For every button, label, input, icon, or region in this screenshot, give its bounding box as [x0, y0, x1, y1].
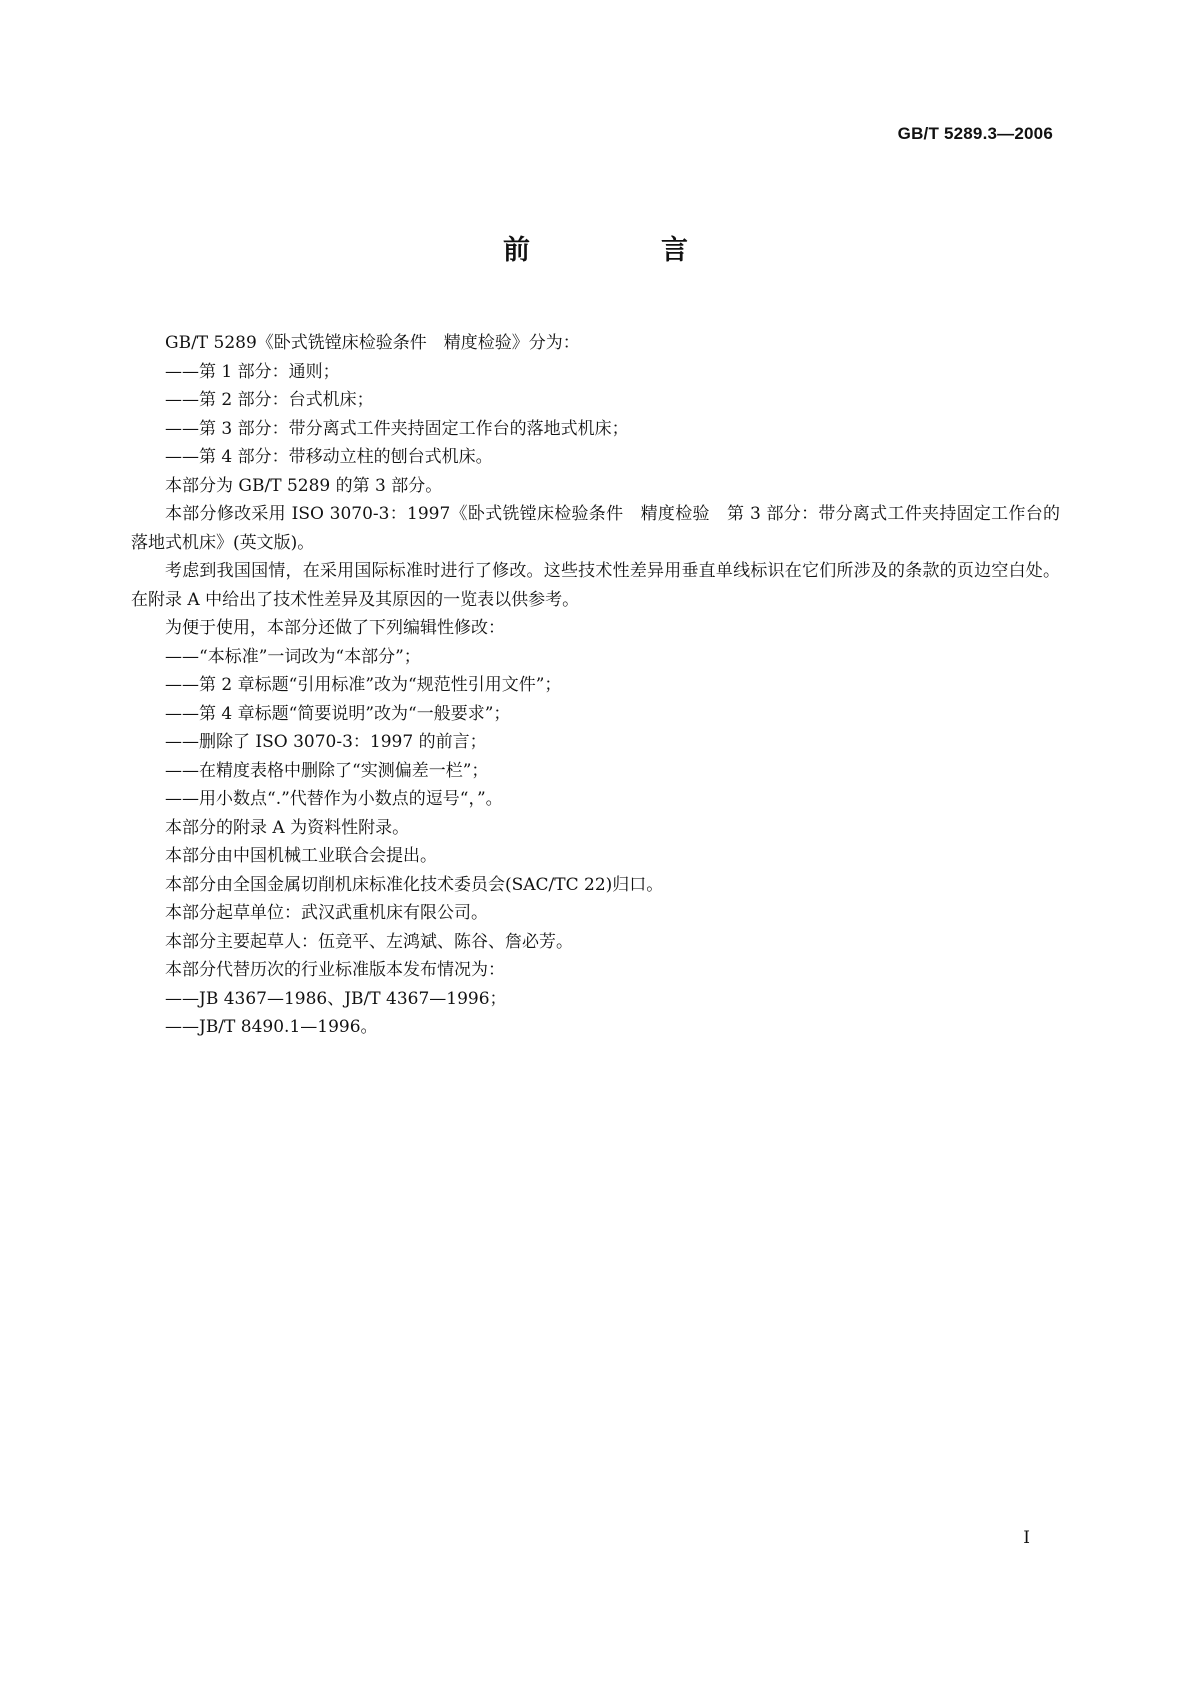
paragraph: 本部分主要起草人：伍竞平、左鸿斌、陈谷、詹必芳。: [165, 931, 573, 952]
list-item: ——第 2 部分：台式机床；: [165, 390, 374, 410]
paragraph: 本部分为 GB/T 5289 的第 3 部分。: [165, 475, 443, 496]
list-item: ——第 1 部分：通则；: [165, 361, 340, 382]
list-item: ——用小数点“.”代替作为小数点的逗号“，”。: [165, 789, 503, 809]
paragraph: 本部分由全国金属切削机床标准化技术委员会(SAC/TC 22)归口。: [165, 874, 664, 895]
foreword-body: [131, 329, 1060, 1042]
paragraph: 本部分由中国机械工业联合会提出。: [165, 846, 437, 866]
paragraph: 考虑到我国国情，在采用国际标准时进行了修改。这些技术性差异用垂直单线标识在它们所涉及的条款的页边空白处。在附录 A 中给出了技术性差异及其原因的一览表以供参考。: [131, 561, 1060, 610]
list-item: ——第 4 部分：带移动立柱的刨台式机床。: [165, 447, 493, 467]
list-item: ——删除了 ISO 3070-3：1997 的前言；: [165, 732, 487, 752]
list-item: ——第 4 章标题“简要说明”改为“一般要求”；: [165, 703, 511, 724]
paragraph: 本部分起草单位：武汉武重机床有限公司。: [165, 903, 488, 923]
list-item: ——第 3 部分：带分离式工件夹持固定工作台的落地式机床；: [165, 418, 629, 439]
paragraph: 本部分修改采用 ISO 3070-3：1997《卧式铣镗床检验条件 精度检验 第 3 部分：带分离式工件夹持固定工作台的落地式机床》(英文版)。: [131, 504, 1060, 553]
paragraph: GB/T 5289《卧式铣镗床检验条件 精度检验》分为：: [165, 333, 580, 353]
list-item: ——JB/T 8490.1—1996。: [165, 1017, 378, 1037]
paragraph: 本部分的附录 A 为资料性附录。: [165, 817, 410, 838]
list-item: ——“本标准”一词改为“本部分”；: [165, 646, 421, 667]
paragraph: 为便于使用，本部分还做了下列编辑性修改：: [165, 618, 505, 638]
list-item: ——第 2 章标题“引用标准”改为“规范性引用文件”；: [165, 675, 562, 695]
page-number: I: [1023, 1528, 1030, 1548]
standard-number: GB/T 5289.3—2006: [897, 124, 1053, 143]
paragraph: 本部分代替历次的行业标准版本发布情况为：: [165, 960, 505, 980]
list-item: ——JB 4367—1986、JB/T 4367—1996；: [165, 988, 507, 1009]
page-title: 前 言: [503, 235, 740, 266]
list-item: ——在精度表格中删除了“实测偏差一栏”；: [165, 760, 489, 781]
